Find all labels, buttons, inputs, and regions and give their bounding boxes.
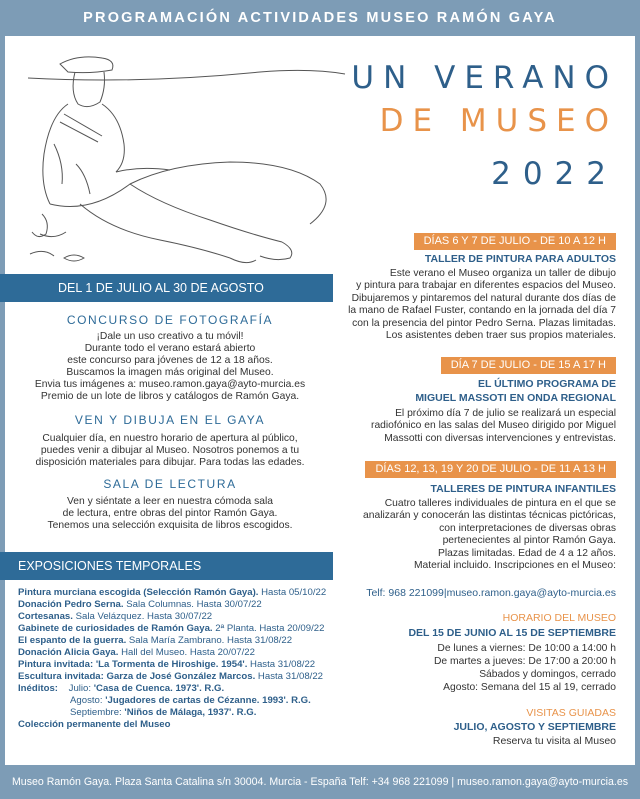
list-item: El espanto de la guerra. Sala María Zambrano. Hasta 31/08/22: [18, 635, 293, 646]
list-item: Cortesanas. Sala Velázquez. Hasta 30/07/22: [18, 611, 213, 622]
radio-paragraph: El próximo día 7 de julio se realizará un especial radiofónico en las salas del Museo dirigido por Miguel Massotti con diversas intervenciones y entrevistas.: [371, 408, 616, 444]
list-item: Pintura murciana escogida (Selección Ramón Gaya). Hasta 05/10/22: [18, 587, 327, 598]
list-item: Pintura invitada: 'La Tormenta de Hiroshige. 1954'. Hasta 31/08/22: [18, 659, 316, 670]
infantiles-contact[interactable]: Telf: 968 221099|museo.ramon.gaya@ayto-murcia.es: [366, 587, 616, 599]
woman-sketch-illustration: [20, 44, 350, 274]
list-item: Escultura invitada: Garza de José González Marcos. Hasta 31/08/22: [18, 671, 324, 682]
title-line-1: UN VERANO: [351, 60, 618, 96]
infantiles-paragraph: Cuatro talleres individuales de pintura en el que se analizarán y conocerán las distintas técnicas pictóricas, con interpretaciones de diversas obras pertenecientes al pintor Ramón Gaya. Plazas limitadas. Edad de 4 a 12 años. Material incluido. Inscripciones en el Museo:: [363, 498, 616, 572]
exposiciones-bar: EXPOSICIONES TEMPORALES: [0, 552, 333, 580]
ineditos-item: Agosto: 'Jugadores de cartas de Cézanne. 1993'. R.G.: [70, 695, 311, 706]
radio-heading-2: MIGUEL MASSOTI EN ONDA REGIONAL: [415, 392, 616, 404]
lectura-title: SALA DE LECTURA: [103, 477, 237, 491]
list-item: Gabinete de curiosidades de Ramón Gaya. 2ª Planta. Hasta 20/09/22: [18, 623, 325, 634]
radio-date-bar: DÍA 7 DE JULIO - DE 15 A 17 H: [441, 357, 616, 374]
header-banner: PROGRAMACIÓN ACTIVIDADES MUSEO RAMÓN GAYA: [0, 0, 640, 36]
adultos-date-bar: DÍAS 6 Y 7 DE JULIO - DE 10 A 12 H: [414, 233, 616, 250]
lectura-paragraph: Ven y siéntate a leer en nuestra cómoda sala de lectura, entre obras del pintor Ramón Gaya. Tenemos una selección exquisita de libros escogidos.: [47, 496, 293, 531]
radio-heading-1: EL ÚLTIMO PROGRAMA DE: [477, 378, 616, 390]
left-date-bar: DEL 1 DE JULIO AL 30 DE AGOSTO: [0, 274, 333, 302]
exposiciones-list: [18, 587, 338, 731]
horario-range: DEL 15 DE JUNIO AL 15 DE SEPTIEMBRE: [408, 627, 616, 639]
infantiles-heading: TALLERES DE PINTURA INFANTILES: [430, 483, 616, 495]
infantiles-date-bar: DÍAS 12, 13, 19 Y 20 DE JULIO - DE 11 A 13 H: [365, 461, 616, 478]
adultos-paragraph: Este verano el Museo organiza un taller de dibujo y pintura para trabajar en diferentes espacios del Museo. Dibujaremos y pintaremos del natural durante dos días de la mano de Rafael Fuster, contando en la jornada del día 7 con la presencia del pintor Pedro Serna. Plazas limitadas. Los asistentes deben traer sus propios materiales.: [348, 268, 616, 342]
ineditos-item: Inéditos: Julio: 'Casa de Cuenca. 1973'. R.G.: [18, 683, 225, 694]
ineditos-item: Septiembre: 'Niños de Málaga, 1937'. R.G.: [70, 707, 257, 718]
title-year: 2022: [491, 156, 618, 192]
dibuja-paragraph: Cualquier día, en nuestro horario de apertura al público, puedes venir a dibujar al Museo. Nosotros ponemos a tu disposición materiales para dibujar. Para todas las edades.: [35, 433, 305, 468]
concurso-paragraph: ¡Dale un uso creativo a tu móvil! Durante todo el verano estará abierto este concurso para jóvenes de 12 a 18 años. Buscamos la imagen más original del Museo. Envia tus imágenes a: museo.ramon.gaya@ayto-murcia.es Premio de un lote de libros y catálogos de Ramón Gaya.: [34, 331, 306, 402]
list-item: Donación Pedro Serna. Sala Columnas. Hasta 30/07/22: [18, 599, 262, 610]
dibuja-title: VEN Y DIBUJA EN EL GAYA: [74, 413, 266, 427]
permanente-item: Colección permanente del Museo: [18, 719, 171, 730]
list-item: Donación Alicia Gaya. Hall del Museo. Hasta 20/07/22: [18, 647, 255, 658]
adultos-heading: TALLER DE PINTURA PARA ADULTOS: [424, 253, 616, 265]
visitas-text: Reserva tu visita al Museo: [492, 735, 616, 747]
concurso-title: CONCURSO DE FOTOGRAFÍA: [66, 313, 274, 327]
visitas-months: JULIO, AGOSTO Y SEPTIEMBRE: [453, 721, 616, 733]
horario-title: HORARIO DEL MUSEO: [502, 612, 616, 624]
footer-bar: Museo Ramón Gaya. Plaza Santa Catalina s/n 30004. Murcia - España Telf: +34 968 221099 | museo.ramon.gaya@ayto-murcia.es: [0, 765, 640, 799]
visitas-title: VISITAS GUIADAS: [526, 707, 616, 719]
title-line-2: DE MUSEO: [379, 103, 618, 139]
horario-lines: De lunes a viernes: De 10:00 a 14:00 h De martes a jueves: De 17:00 a 20:00 h Sábados y domingos, cerrado Agosto: Semana del 15 al 19, cerrado: [433, 643, 616, 693]
